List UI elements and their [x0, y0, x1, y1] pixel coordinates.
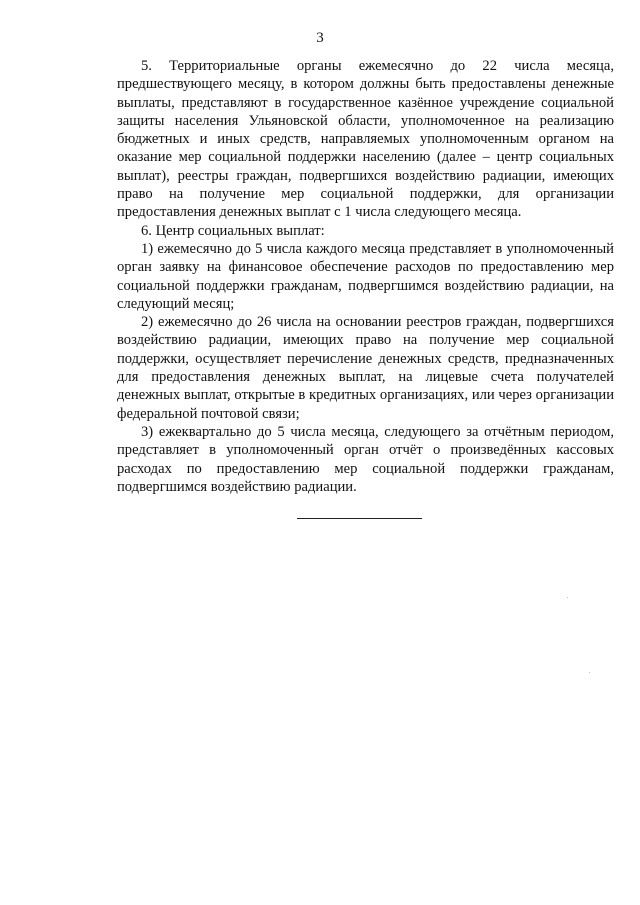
scan-speck	[567, 597, 568, 598]
document-body	[117, 57, 614, 496]
list-item-2: 2) ежемесячно до 26 числа на основании реестров граждан, подвергшихся воздействию радиации, имеющих право на получение мер социальной поддержки, осуществляет перечисление денежных средств, предназначенных для предоставления денежных выплат, на лицевые счета получателей денежных выплат, открытые в кредитных организациях, или через организации федеральной почтовой связи;	[117, 314, 614, 422]
scan-speck	[589, 672, 590, 673]
end-of-text-divider	[297, 518, 422, 519]
list-item-3: 3) ежеквартально до 5 числа месяца, следующего за отчётным периодом, представляет в уполномоченный орган отчёт о произведённых кассовых расходах по предоставлению мер социальной поддержки гражданам, подвергшимся воздействию радиации.	[117, 423, 614, 495]
list-item-1: 1) ежемесячно до 5 числа каждого месяца представляет в уполномоченный орган заявку на финансовое обеспечение расходов по предоставлению мер социальной поддержки гражданам, подвергшимся воздействию радиации, на следующий месяц;	[117, 240, 614, 312]
paragraph-5-territorial-bodies: 5. Территориальные органы ежемесячно до 22 числа месяца, предшествующего месяцу, в котором должны быть предоставлены денежные выплаты, представляют в государственное казённое учреждение социальной защиты населения Ульяновской области, уполномоченное на реализацию бюджетных и иных средств, направляемых уполномоченным органом на оказание мер социальной поддержки населению (далее – центр социальных выплат), реестры граждан, подвергшихся воздействию радиации, имеющих право на получение мер социальной поддержки, для организации предоставления денежных выплат с 1 числа следующего месяца.	[117, 58, 614, 221]
page-number: 3	[316, 30, 324, 46]
paragraph-6-heading: 6. Центр социальных выплат:	[141, 222, 325, 239]
